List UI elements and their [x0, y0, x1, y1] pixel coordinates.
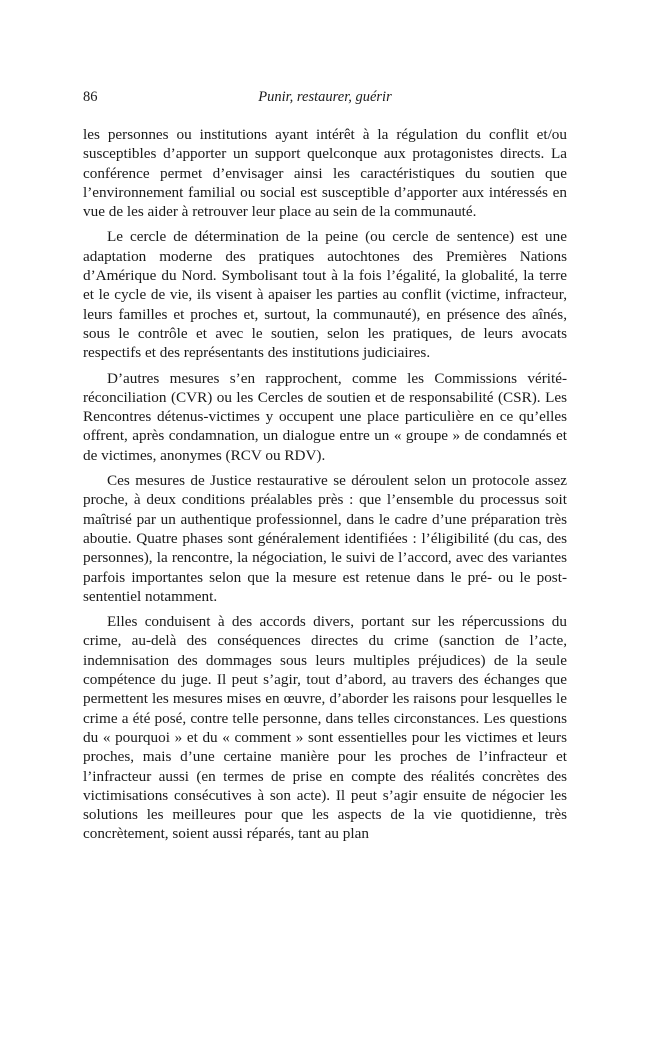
paragraph-agreements: Elles conduisent à des accords divers, portant sur les répercussions du crime, au-delà des conséquences directes du crime (sanction de l’acte, indemnisation des dommages sous leurs multiples préjudices) de la seule compétence du juge. Il peut s’agir, tout d’abord, au travers des échanges que permettent les mesures mises en œuvre, d’aborder les raisons pour lesquelles le crime a été posé, contre telle personne, dans telles circonstances. Les questions du « pourquoi » et du « comment » sont essentielles pour les victimes et leurs proches, mais d’une certaine manière pour les proches de l’infracteur et l’infracteur aussi (en termes de prise en compte des réalités concrètes des victimisations consécutives à son acte). Il peut s’agir ensuite de négocier les solutions les meilleures pour que les aspects de la vie quotidienne, très concrètement, soient aussi réparés, tant au plan: [83, 613, 567, 843]
page-number: 86: [83, 89, 98, 105]
body-text: [83, 125, 567, 844]
running-title: Punir, restaurer, guérir: [258, 89, 392, 105]
paragraph-other-measures: D’autres mesures s’en rapprochent, comme les Commissions vérité-réconciliation (CVR) ou les Cercles de soutien et de responsabilité (CSR). Les Rencontres détenus-victimes y occupent une place particulière en ce qu’elles offrent, après condamnation, un dialogue entre un « groupe » de condamnés et de victimes, anonymes (RCV ou RDV).: [83, 369, 567, 464]
paragraph-sentencing-circle: Le cercle de détermination de la peine (ou cercle de sentence) est une adaptation moderne des pratiques autochtones des Premières Nations d’Amérique du Nord. Symbolisant tout à la fois l’égalité, la globalité, la terre et le cycle de vie, ils visent à apaiser les parties au conflit (victime, infracteur, leurs familles et proches et, surtout, la communauté), en présence des aînés, sous le contrôle et avec le soutien, selon les pratiques, de leurs avocats respectifs et des représentants des institutions judiciaires.: [83, 228, 567, 362]
paragraph-continuation: les personnes ou institutions ayant intérêt à la régulation du conflit et/ou susceptibles d’apporter un support quelconque aux protagonistes directs. La conférence permet d’envisager ainsi les caractéristiques du soutien que l’environnement familial ou social est susceptible d’apporter aux intéressés en vue de les aider à retrouver leur place au sein de la communauté.: [83, 126, 567, 221]
paragraph-protocol: Ces mesures de Justice restaurative se déroulent selon un protocole assez proche, à deux conditions préalables près : que l’ensemble du processus soit maîtrisé par un authentique professionnel, dans le cadre d’une préparation très aboutie. Quatre phases sont généralement identifiées : l’éligibilité (du cas, des personnes), la rencontre, la négociation, le suivi de l’accord, avec des variantes parfois importantes selon que la mesure est retenue dans le pré- ou le post-sententiel notamment.: [83, 472, 567, 605]
book-page: [83, 86, 567, 850]
running-header: [83, 86, 567, 108]
